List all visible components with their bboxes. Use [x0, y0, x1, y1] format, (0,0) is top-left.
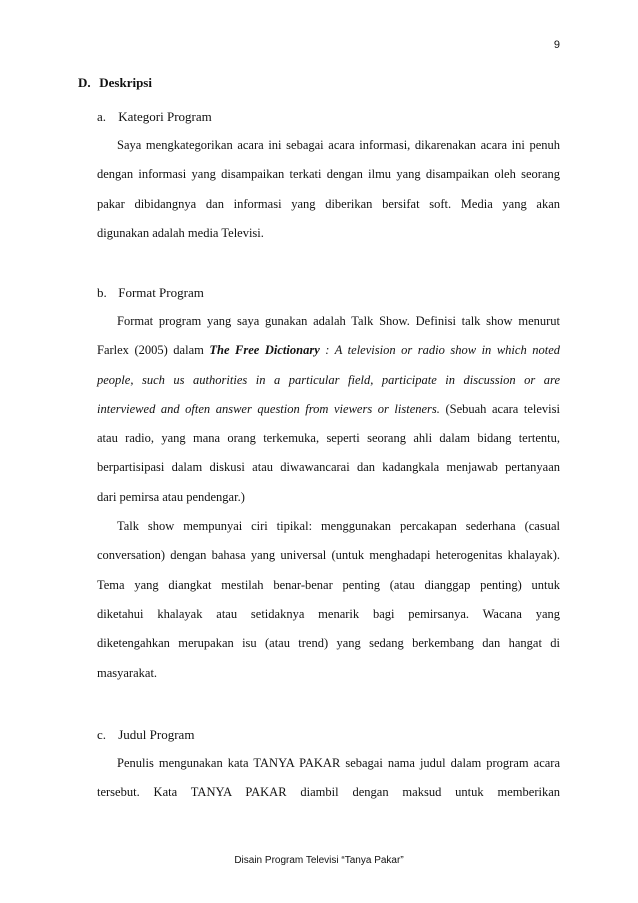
page-footer: Disain Program Televisi “Tanya Pakar” [234, 855, 404, 866]
text-line: Format program yang saya gunakan adalah Talk Show. Definisi talk show menurut [117, 314, 560, 328]
subsection-heading-b [97, 285, 204, 301]
subsection-letter: c. [97, 727, 107, 742]
section-heading [78, 75, 152, 91]
paragraph-format [97, 307, 560, 688]
paragraph-judul [97, 749, 560, 808]
text-line: Saya mengkategorikan acara ini sebagai acara informasi, dikarenakan acara ini penuh [117, 138, 560, 152]
text-line: dengan informasi yang disampaikan terkati dengan ilmu yang disampaikan oleh seorang [97, 167, 560, 182]
book-title: The Free Dictionary [209, 343, 320, 358]
text-line: berpartisipasi dalam diskusi atau diwawancarai dan kadangkala menjawab pertanyaan [97, 460, 560, 475]
text-line: diketahui khalayak atau setidaknya menarik bagi pemirsanya. Wacana yang [97, 606, 560, 621]
subsection-title: Judul Program [118, 727, 195, 742]
text-line: Talk show mempunyai ciri tipikal: menggunakan percakapan sederhana (casual [117, 519, 560, 534]
text-line [97, 366, 560, 395]
text-run: Farlex (2005) dalam [97, 343, 210, 358]
page-number: 9 [553, 39, 560, 51]
text-line: digunakan adalah media Televisi. [97, 225, 264, 240]
section-number: D. [78, 75, 91, 90]
text-line: masyarakat. [97, 665, 158, 680]
text-line [97, 336, 560, 365]
section-title: Deskripsi [99, 75, 152, 90]
subsection-title: Format Program [118, 285, 204, 300]
quote-italic: interviewed and often answer question from viewers or listeners. [97, 401, 440, 416]
text-line: atau radio, yang mana orang terkemuka, seperti seorang ahli dalam bidang tertentu, [97, 431, 560, 446]
subsection-letter: b. [97, 285, 107, 300]
subsection-letter: a. [97, 109, 107, 124]
text-line: diketengahkan merupakan isu (atau trend) yang sedang berkembang dan hangat di [97, 636, 560, 651]
text-line: dari pemirsa atau pendengar.) [97, 489, 245, 504]
text-line: Penulis mengunakan kata TANYA PAKAR sebagai nama judul dalam program acara [117, 756, 560, 770]
subsection-heading-c [97, 727, 194, 743]
paragraph-kategori [97, 131, 560, 248]
text-line: Tema yang diangkat mestilah benar-benar penting (atau dianggap penting) untuk [97, 577, 560, 592]
text-line [97, 395, 560, 424]
quote-italic: : A television or radio show in which noted [319, 343, 560, 358]
subsection-heading-a [97, 109, 212, 125]
quote-italic: people, such us authorities in a particular field, participate in discussion or are [97, 372, 560, 387]
text-run: (Sebuah acara televisi [439, 401, 560, 416]
text-line: tersebut. Kata TANYA PAKAR diambil dengan maksud untuk memberikan [97, 785, 560, 800]
text-line: conversation) dengan bahasa yang universal (untuk menghadapi heterogenitas khalayak). [97, 548, 560, 563]
subsection-title: Kategori Program [118, 109, 212, 124]
text-line: pakar dibidangnya dan informasi yang diberikan bersifat soft. Media yang akan [97, 196, 560, 211]
